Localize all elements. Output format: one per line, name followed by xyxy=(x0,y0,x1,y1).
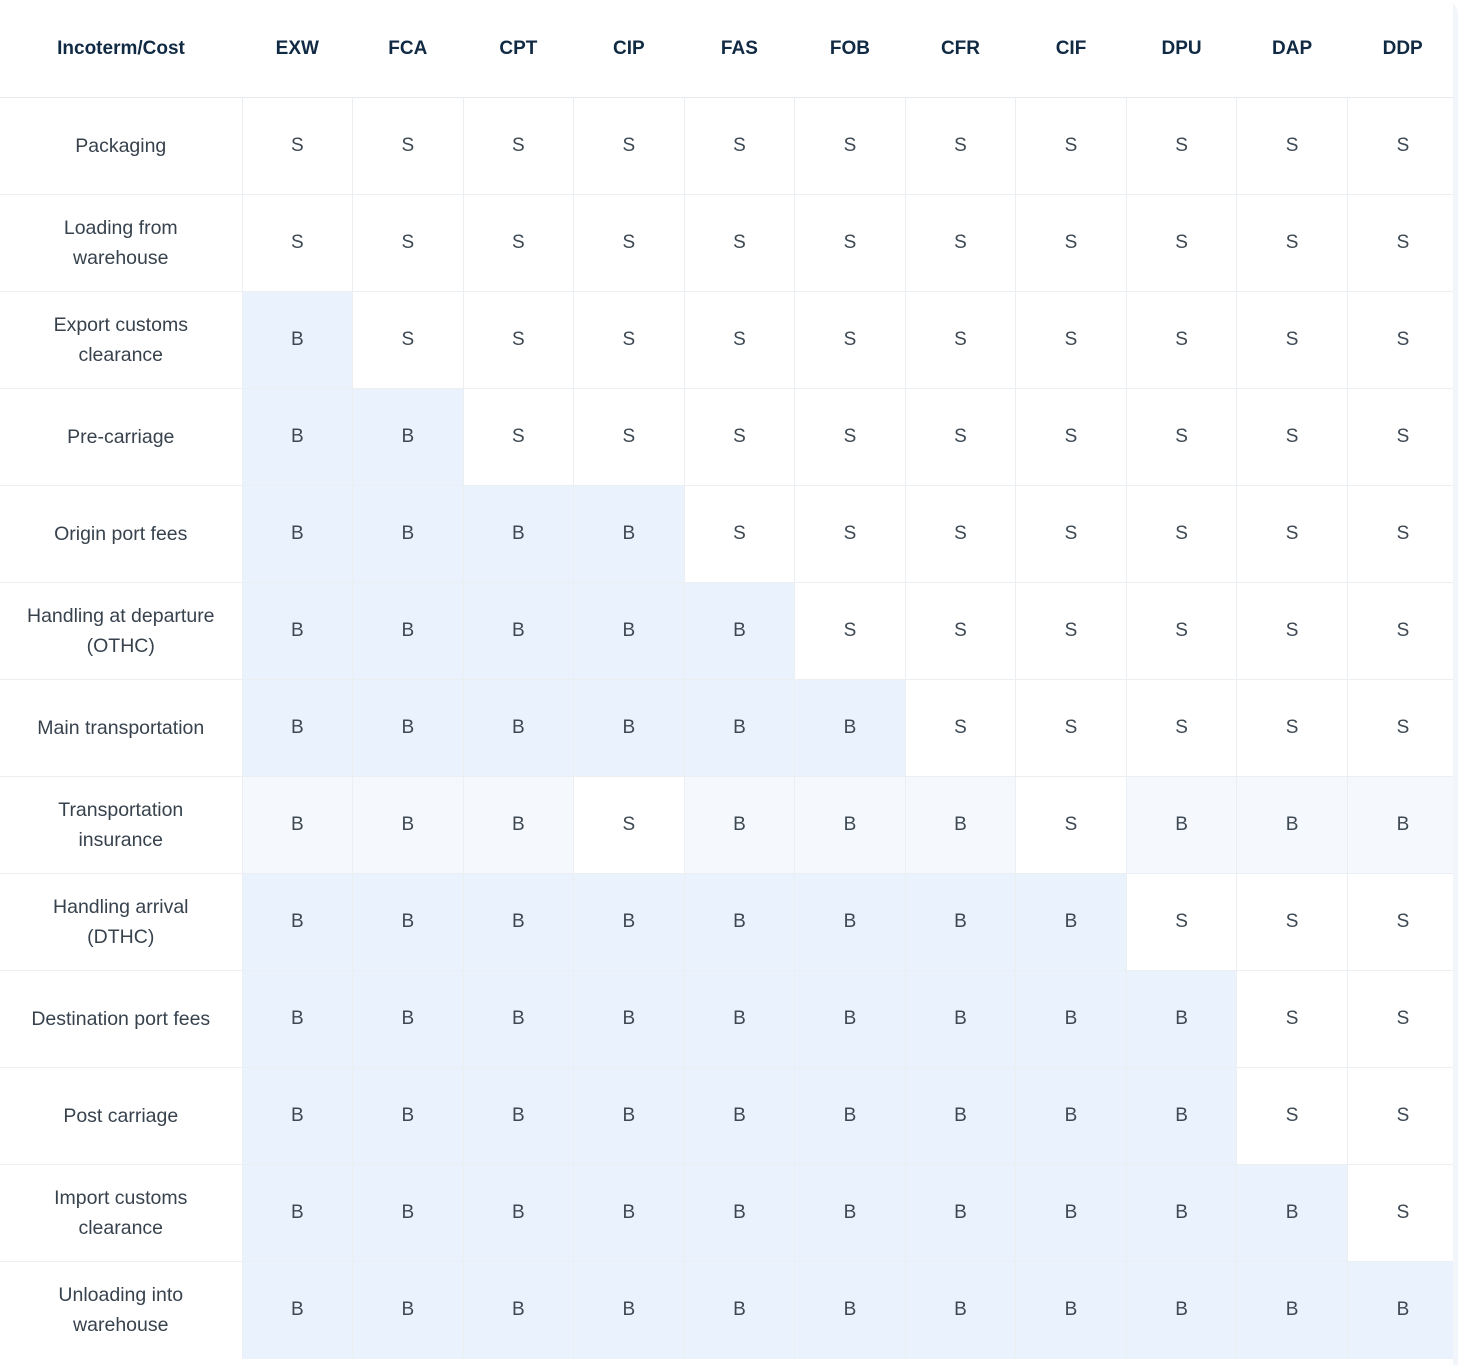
cost-cell-cip: S xyxy=(574,195,685,292)
cost-cell-cpt: B xyxy=(463,1262,574,1359)
table-row xyxy=(0,971,1458,1068)
cost-cell-fca: B xyxy=(353,971,464,1068)
cost-cell-dap: B xyxy=(1237,1262,1348,1359)
cost-cell-cpt: B xyxy=(463,1165,574,1262)
cost-cell-fas: S xyxy=(684,486,795,583)
cost-cell-fca: B xyxy=(353,1165,464,1262)
cost-cell-fca: B xyxy=(353,583,464,680)
cost-cell-cfr: B xyxy=(905,971,1016,1068)
cost-cell-cip: B xyxy=(574,971,685,1068)
cost-cell-cfr: B xyxy=(905,1262,1016,1359)
right-edge-divider xyxy=(1453,0,1458,1365)
cost-cell-dap: S xyxy=(1237,874,1348,971)
table-row xyxy=(0,98,1458,195)
cost-cell-cif: S xyxy=(1016,486,1127,583)
cost-cell-ddp: S xyxy=(1347,1068,1458,1165)
cost-cell-fob: B xyxy=(795,1262,906,1359)
cost-cell-ddp: S xyxy=(1347,583,1458,680)
table-row xyxy=(0,389,1458,486)
cost-cell-cfr: S xyxy=(905,486,1016,583)
table-row xyxy=(0,1068,1458,1165)
cost-cell-cip: B xyxy=(574,874,685,971)
cost-cell-cpt: B xyxy=(463,583,574,680)
cost-cell-exw: B xyxy=(242,389,353,486)
cost-cell-cip: S xyxy=(574,292,685,389)
cost-cell-fob: B xyxy=(795,971,906,1068)
cost-cell-dap: S xyxy=(1237,98,1348,195)
cost-cell-dpu: B xyxy=(1126,1262,1237,1359)
cost-cell-ddp: S xyxy=(1347,1165,1458,1262)
cost-cell-cpt: S xyxy=(463,389,574,486)
cost-cell-dap: S xyxy=(1237,486,1348,583)
cost-cell-fob: B xyxy=(795,777,906,874)
cost-cell-dpu: S xyxy=(1126,98,1237,195)
cost-cell-dpu: B xyxy=(1126,1165,1237,1262)
cost-cell-fas: S xyxy=(684,98,795,195)
cost-cell-exw: S xyxy=(242,98,353,195)
cost-cell-fca: B xyxy=(353,680,464,777)
row-label: Loading from warehouse xyxy=(0,195,242,292)
cost-cell-fob: S xyxy=(795,583,906,680)
row-label: Main transportation xyxy=(0,680,242,777)
cost-cell-exw: B xyxy=(242,1068,353,1165)
table-row xyxy=(0,1165,1458,1262)
cost-cell-dap: S xyxy=(1237,1068,1348,1165)
cost-cell-fob: B xyxy=(795,874,906,971)
row-label: Packaging xyxy=(0,98,242,195)
table-row xyxy=(0,583,1458,680)
cost-cell-fas: B xyxy=(684,1068,795,1165)
header-term-ddp: DDP xyxy=(1347,0,1458,98)
cost-cell-fca: B xyxy=(353,1068,464,1165)
cost-cell-cif: S xyxy=(1016,680,1127,777)
header-term-fob: FOB xyxy=(795,0,906,98)
cost-cell-ddp: S xyxy=(1347,971,1458,1068)
header-term-cpt: CPT xyxy=(463,0,574,98)
cost-cell-fob: S xyxy=(795,292,906,389)
cost-cell-fob: S xyxy=(795,389,906,486)
cost-cell-dap: S xyxy=(1237,583,1348,680)
cost-cell-fca: B xyxy=(353,874,464,971)
cost-cell-cfr: B xyxy=(905,1068,1016,1165)
cost-cell-cpt: B xyxy=(463,971,574,1068)
cost-cell-cif: S xyxy=(1016,583,1127,680)
table-row xyxy=(0,1262,1458,1359)
cost-cell-cif: S xyxy=(1016,292,1127,389)
cost-cell-cif: S xyxy=(1016,195,1127,292)
cost-cell-fca: B xyxy=(353,486,464,583)
cost-cell-dpu: B xyxy=(1126,1068,1237,1165)
cost-cell-dpu: S xyxy=(1126,680,1237,777)
cost-cell-exw: B xyxy=(242,777,353,874)
header-term-cif: CIF xyxy=(1016,0,1127,98)
cost-cell-fob: B xyxy=(795,1165,906,1262)
cost-cell-dpu: S xyxy=(1126,195,1237,292)
cost-cell-fca: B xyxy=(353,777,464,874)
cost-cell-dpu: S xyxy=(1126,583,1237,680)
cost-cell-dpu: B xyxy=(1126,777,1237,874)
cost-cell-cif: B xyxy=(1016,1165,1127,1262)
cost-cell-cpt: B xyxy=(463,777,574,874)
cost-cell-cfr: S xyxy=(905,583,1016,680)
cost-cell-dap: S xyxy=(1237,389,1348,486)
cost-cell-cpt: S xyxy=(463,195,574,292)
table-row xyxy=(0,680,1458,777)
cost-cell-cfr: B xyxy=(905,874,1016,971)
cost-cell-cpt: B xyxy=(463,486,574,583)
cost-cell-dpu: S xyxy=(1126,389,1237,486)
header-term-dpu: DPU xyxy=(1126,0,1237,98)
cost-cell-cip: B xyxy=(574,680,685,777)
row-label: Handling arrival (DTHC) xyxy=(0,874,242,971)
cost-cell-dap: S xyxy=(1237,195,1348,292)
cost-cell-fob: B xyxy=(795,1068,906,1165)
cost-cell-dap: B xyxy=(1237,1165,1348,1262)
cost-cell-fas: B xyxy=(684,1262,795,1359)
cost-cell-dap: S xyxy=(1237,971,1348,1068)
cost-cell-cfr: S xyxy=(905,389,1016,486)
row-label: Import customs clearance xyxy=(0,1165,242,1262)
cost-cell-ddp: S xyxy=(1347,389,1458,486)
cost-cell-cip: B xyxy=(574,486,685,583)
header-term-cfr: CFR xyxy=(905,0,1016,98)
cost-cell-ddp: B xyxy=(1347,1262,1458,1359)
table-row xyxy=(0,292,1458,389)
row-label: Destination port fees xyxy=(0,971,242,1068)
header-row xyxy=(0,0,1458,98)
cost-cell-cfr: S xyxy=(905,195,1016,292)
cost-cell-dpu: B xyxy=(1126,971,1237,1068)
cost-cell-exw: B xyxy=(242,874,353,971)
row-label: Export customs clearance xyxy=(0,292,242,389)
header-term-fca: FCA xyxy=(353,0,464,98)
cost-cell-cip: S xyxy=(574,98,685,195)
cost-cell-cip: S xyxy=(574,777,685,874)
table-row xyxy=(0,777,1458,874)
cost-cell-cpt: S xyxy=(463,98,574,195)
row-label: Post carriage xyxy=(0,1068,242,1165)
cost-cell-exw: B xyxy=(242,1165,353,1262)
cost-cell-exw: B xyxy=(242,1262,353,1359)
cost-cell-ddp: S xyxy=(1347,195,1458,292)
cost-cell-fas: B xyxy=(684,583,795,680)
cost-cell-cfr: B xyxy=(905,777,1016,874)
header-term-fas: FAS xyxy=(684,0,795,98)
cost-cell-cif: B xyxy=(1016,971,1127,1068)
cost-cell-cip: B xyxy=(574,1068,685,1165)
cost-cell-cip: S xyxy=(574,389,685,486)
table-row xyxy=(0,874,1458,971)
cost-cell-cif: S xyxy=(1016,777,1127,874)
cost-cell-fca: B xyxy=(353,389,464,486)
cost-cell-fas: S xyxy=(684,389,795,486)
cost-cell-fob: B xyxy=(795,680,906,777)
cost-cell-fob: S xyxy=(795,486,906,583)
cost-cell-fca: B xyxy=(353,1262,464,1359)
cost-cell-cpt: S xyxy=(463,292,574,389)
cost-cell-exw: B xyxy=(242,292,353,389)
cost-cell-fca: S xyxy=(353,195,464,292)
table-body xyxy=(0,98,1458,1359)
cost-cell-ddp: B xyxy=(1347,777,1458,874)
cost-cell-ddp: S xyxy=(1347,292,1458,389)
cost-cell-ddp: S xyxy=(1347,680,1458,777)
row-label: Origin port fees xyxy=(0,486,242,583)
cost-cell-fca: S xyxy=(353,98,464,195)
cost-cell-ddp: S xyxy=(1347,486,1458,583)
cost-cell-cif: B xyxy=(1016,874,1127,971)
cost-cell-cif: S xyxy=(1016,389,1127,486)
table-header xyxy=(0,0,1458,98)
cost-cell-fob: S xyxy=(795,98,906,195)
cost-cell-fas: B xyxy=(684,874,795,971)
cost-cell-fas: S xyxy=(684,195,795,292)
cost-cell-dap: B xyxy=(1237,777,1348,874)
cost-cell-ddp: S xyxy=(1347,98,1458,195)
cost-cell-cip: B xyxy=(574,1262,685,1359)
cost-cell-exw: B xyxy=(242,680,353,777)
cost-cell-dpu: S xyxy=(1126,292,1237,389)
cost-cell-fas: B xyxy=(684,777,795,874)
row-label: Handling at departure (OTHC) xyxy=(0,583,242,680)
cost-cell-fas: S xyxy=(684,292,795,389)
cost-cell-cif: B xyxy=(1016,1068,1127,1165)
row-label: Pre-carriage xyxy=(0,389,242,486)
cost-cell-exw: B xyxy=(242,583,353,680)
cost-cell-cfr: B xyxy=(905,1165,1016,1262)
cost-cell-exw: S xyxy=(242,195,353,292)
cost-cell-cfr: S xyxy=(905,292,1016,389)
cost-cell-cip: B xyxy=(574,1165,685,1262)
cost-cell-dap: S xyxy=(1237,680,1348,777)
cost-cell-dpu: S xyxy=(1126,874,1237,971)
table-row xyxy=(0,195,1458,292)
cost-cell-dap: S xyxy=(1237,292,1348,389)
cost-cell-fas: B xyxy=(684,680,795,777)
table-row xyxy=(0,486,1458,583)
cost-cell-cpt: B xyxy=(463,1068,574,1165)
cost-cell-exw: B xyxy=(242,486,353,583)
cost-cell-cif: B xyxy=(1016,1262,1127,1359)
cost-cell-cpt: B xyxy=(463,874,574,971)
cost-cell-ddp: S xyxy=(1347,874,1458,971)
cost-cell-exw: B xyxy=(242,971,353,1068)
header-term-cip: CIP xyxy=(574,0,685,98)
header-label: Incoterm/Cost xyxy=(0,0,242,98)
cost-cell-cip: B xyxy=(574,583,685,680)
cost-cell-fob: S xyxy=(795,195,906,292)
row-label: Unloading into warehouse xyxy=(0,1262,242,1359)
header-term-dap: DAP xyxy=(1237,0,1348,98)
cost-cell-fca: S xyxy=(353,292,464,389)
cost-cell-fas: B xyxy=(684,1165,795,1262)
header-term-exw: EXW xyxy=(242,0,353,98)
cost-cell-cif: S xyxy=(1016,98,1127,195)
row-label: Transportation insurance xyxy=(0,777,242,874)
cost-cell-cfr: S xyxy=(905,98,1016,195)
cost-cell-cfr: S xyxy=(905,680,1016,777)
cost-cell-dpu: S xyxy=(1126,486,1237,583)
cost-cell-fas: B xyxy=(684,971,795,1068)
cost-cell-cpt: B xyxy=(463,680,574,777)
